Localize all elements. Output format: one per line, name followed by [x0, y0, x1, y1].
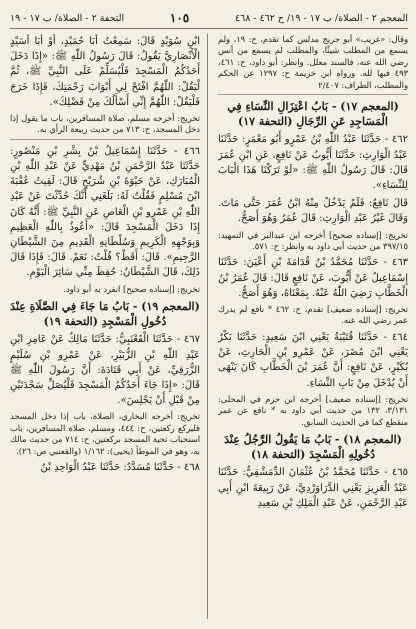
right-column	[218, 34, 408, 621]
hadith-468: ٤٦٨ - حَدَّثَنَا مُسَدَّدٌ: حَدَّثَنَا عَبْدُ الْوَاحِدِ بْنُ	[40, 462, 200, 474]
chapter-18-heading: (المعجم ١٨) - بَابُ مَا يَقُولُ الرَّجُلُ عِنْدَ دُخُولِهِ الْمَسْجِدَ (التحفة ١٨)	[224, 432, 402, 462]
hadith-465-continuation: ابْنِ سُوَيْدٍ قَالَ: سَمِعْتُ أَبَا حُمَيْدٍ، أَوْ أَبَا أُسَيْدٍ الْأَنْصَارِيَّ يَقُولُ: قَالَ رَسُولُ اللّٰهِ ﷺ: «إِذَا دَخَلَ أَحَدُكُمُ الْمَسْجِدَ فَلْيُسَلِّمْ عَلَى النَّبِيِّ ﷺ، ثُمَّ لْيَقُلْ: اللّٰهُمَّ افْتَحْ لِي أَبْوَابَ رَحْمَتِكَ، فَإِذَا خَرَجَ فَلْيَقُلْ: اللّٰهُمَّ إِنِّي أَسْأَلُكَ مِنْ فَضْلِكَ».	[10, 36, 200, 108]
hadith-466: ٤٦٦ - حَدَّثَنَا إِسْمَاعِيلُ بْنُ بِشْرِ بْنِ مَنْصُورٍ: حَدَّثَنَا عَبْدُ الرَّحْمَنِ بْنُ مَهْدِيٍّ عَنْ عَبْدِ اللّٰهِ بْنِ الْمُبَارَكِ، عَنْ حَيْوَةَ بْنِ شُرَيْحٍ قَالَ: لَقِيتُ عُقْبَةَ ابْنَ مُسْلِمٍ فَقُلْتُ لَهُ: بَلَغَنِي أَنَّكَ حُدِّثْتَ عَنْ عَبْدِ اللّٰهِ بْنِ عَمْرِو بْنِ الْعَاصِ عَنِ النَّبِيِّ ﷺ: أَنَّهُ كَانَ إِذَا دَخَلَ الْمَسْجِدَ قَالَ: «أَعُوذُ بِاللّٰهِ الْعَظِيمِ وَبِوَجْهِهِ الْكَرِيمِ وَسُلْطَانِهِ الْقَدِيمِ مِنَ الشَّيْطَانِ الرَّجِيمِ». قَالَ: أَقَطْ؟ قُلْتُ: نَعَمْ. قَالَ: فَإِذَا قَالَ ذَلِكَ، قَالَ الشَّيْطَانُ: حُفِظَ مِنِّي سَائِرَ الْيَوْمِ.	[10, 145, 200, 279]
hadith-462-continuation: قَالَ نَافِعٌ: فَلَمْ يَدْخُلْ مِنْهُ ابْنُ عُمَرَ حَتَّى مَاتَ. وَقَالَ غَيْرُ عَبْدِ الْوَارِثِ: قَالَ عُمَرُ وَهُوَ أَصَحُّ.	[218, 198, 408, 225]
takhrij-464: تخريج: [إسناده ضعيف] أخرجه ابن حزم في المحلى: ٣/١٣١، ١٣٢ من حديث أبي داود به * نافع عن عمر منقطع كما في الحديث السابق.	[218, 393, 408, 427]
divider	[10, 139, 200, 140]
page-number: ١٠٥	[169, 11, 190, 25]
header-right-title: المعجم ٢ - الصلاة/ ب ١٧ - ١٩/ ح ٤٦٢ - ٤٦٨	[235, 12, 408, 24]
header-left-title: التحفة ٢ - الصلاة/ ب ١٧ - ١٩	[10, 12, 125, 24]
hadith-467: ٤٦٧ - حَدَّثَنَا الْقَعْنَبِيُّ: حَدَّثَنَا مَالِكٌ عَنْ عَامِرِ ابْنِ عَبْدِ اللّٰهِ بْنِ الزُّبَيْرِ، عَنْ عَمْرِو بْنِ سُلَيْمٍ الزُّرَقِيِّ، عَنْ أَبِي قَتَادَةَ: أَنَّ رَسُولَ اللّٰهِ ﷺ قَالَ: «إِذَا جَاءَ أَحَدُكُمُ الْمَسْجِدَ فَلْيُصَلِّ سَجْدَتَيْنِ مِنْ قَبْلِ أَنْ يَجْلِسَ».	[10, 334, 200, 407]
column-divider	[207, 34, 208, 619]
takhrij-462: تخريج: [إسناده صحيح] أخرجه ابن عبدالبر في التمهيد: ٣٩٧/١٥ من حديث أبي داود به وانظر: ح: ٥٧١.	[218, 229, 408, 252]
takhrij-467: تخريج: أخرجه البخاري، الصلاة، باب إذا دخل المسجد فليركع ركعتين، ح: ٤٤٤، ومسلم، صلاة المسافرين، باب استحباب تحية المسجد بركعتين، ح: ٧١٤ من حديث مالك به، وهو في الموطأ (يحيى): ١/١٦٢ (والقعنبي ص: ٢٦).	[10, 411, 200, 456]
takhrij-463: تخريج: [إسناده ضعيف] تقدم، ح: ٤٦٢ * نافع لم يدرك عمر رضي الله عنه.	[218, 304, 408, 326]
takhrij-465: تخريج: أخرجه مسلم، صلاة المسافرين، باب ما يقول إذا دخل المسجد، ح: ٧١٣ من حديث ربيعة الرأي به.	[10, 113, 200, 135]
chapter-17-heading: (المعجم ١٧) - بَابُ اعْتِزَالِ النِّسَاءِ فِي الْمَسَاجِدِ عَنِ الرِّجَالِ (التحفة ١٧)	[227, 100, 399, 129]
takhrij-466: تخريج: [إسناده صحيح] انفرد به أبو داود.	[63, 283, 200, 294]
hadith-463: ٤٦٣ - حَدَّثَنَا مُحَمَّدُ بْنُ قُدَامَةَ بْنِ أَعْيَنَ: حَدَّثَنَا إِسْمَاعِيلُ عَنْ أَيُّوبَ، عَنْ نَافِعٍ قَالَ: قَالَ عُمَرُ بْنُ الْخَطَّابِ رَضِيَ اللّٰهُ عَنْهُ. بِمَعْنَاهُ، وَهُوَ أَصَحُّ.	[218, 257, 408, 299]
chapter-19-heading: (المعجم ١٩) - بَابُ مَا جَاءَ فِي الصَّلَاةِ عِنْدَ دُخُولِ الْمَسْجِدِ (التحفة ١٩)	[10, 300, 200, 329]
left-column	[10, 34, 200, 621]
intro-footnote: وقال: «غريب» أبو جريج مدلس كما تقدم، ح: ١٩، ولم يسمع من المطلب شيئًا، والمطلب لم يسمع من أنس رضي الله عنه، فالسند معلل. وانظر: أبو داود، ح: ٤٦١، ٤٩٣ فبها لله. ورواه ابن خزيمة ح: ١٢٩٧ عن الحكم والمطلب، الطراف: ٢/٤٠٧	[218, 34, 408, 90]
page-header	[10, 8, 408, 29]
hadith-464: ٤٦٤ - حَدَّثَنَا قُتَيْبَةُ يَعْنِي ابْنَ سَعِيدٍ: حَدَّثَنَا بَكْرٌ يَعْنِي ابْنَ مُضَرَ، عَنْ عَمْرِو بْنِ الْحَارِثِ، عَنْ بُكَيْرٍ، عَنْ نَافِعٍ: أَنَّ عُمَرَ بْنَ الْخَطَّابِ كَانَ يَنْهَى أَنْ يُدْخَلَ مِنْ بَابِ النِّسَاءِ.	[218, 331, 408, 389]
hadith-462: ٤٦٢ - حَدَّثَنَا عَبْدُ اللّٰهِ بْنُ عَمْرٍو أَبُو مَعْمَرٍ: حَدَّثَنَا عَبْدُ الْوَارِثِ: حَدَّثَنَا أَيُّوبُ عَنْ نَافِعٍ، عَنِ ابْنِ عُمَرَ قَالَ: قَالَ رَسُولُ اللّٰهِ ﷺ: «لَوْ تَرَكْنَا هَذَا الْبَابَ لِلنِّسَاءِ».	[218, 134, 408, 192]
divider	[218, 94, 408, 95]
hadith-465: ٤٦٥ - حَدَّثَنَا مُحَمَّدُ بْنُ عُثْمَانَ الدِّمَشْقِيُّ: حَدَّثَنَا عَبْدُ الْعَزِيزِ يَعْنِي الدَّرَاوَرْدِيَّ، عَنْ رَبِيعَةَ ابْنِ أَبِي عَبْدِ الرَّحْمَنِ، عَنْ عَبْدِ الْمَلِكِ بْنِ سَعِيدِ	[218, 467, 408, 509]
